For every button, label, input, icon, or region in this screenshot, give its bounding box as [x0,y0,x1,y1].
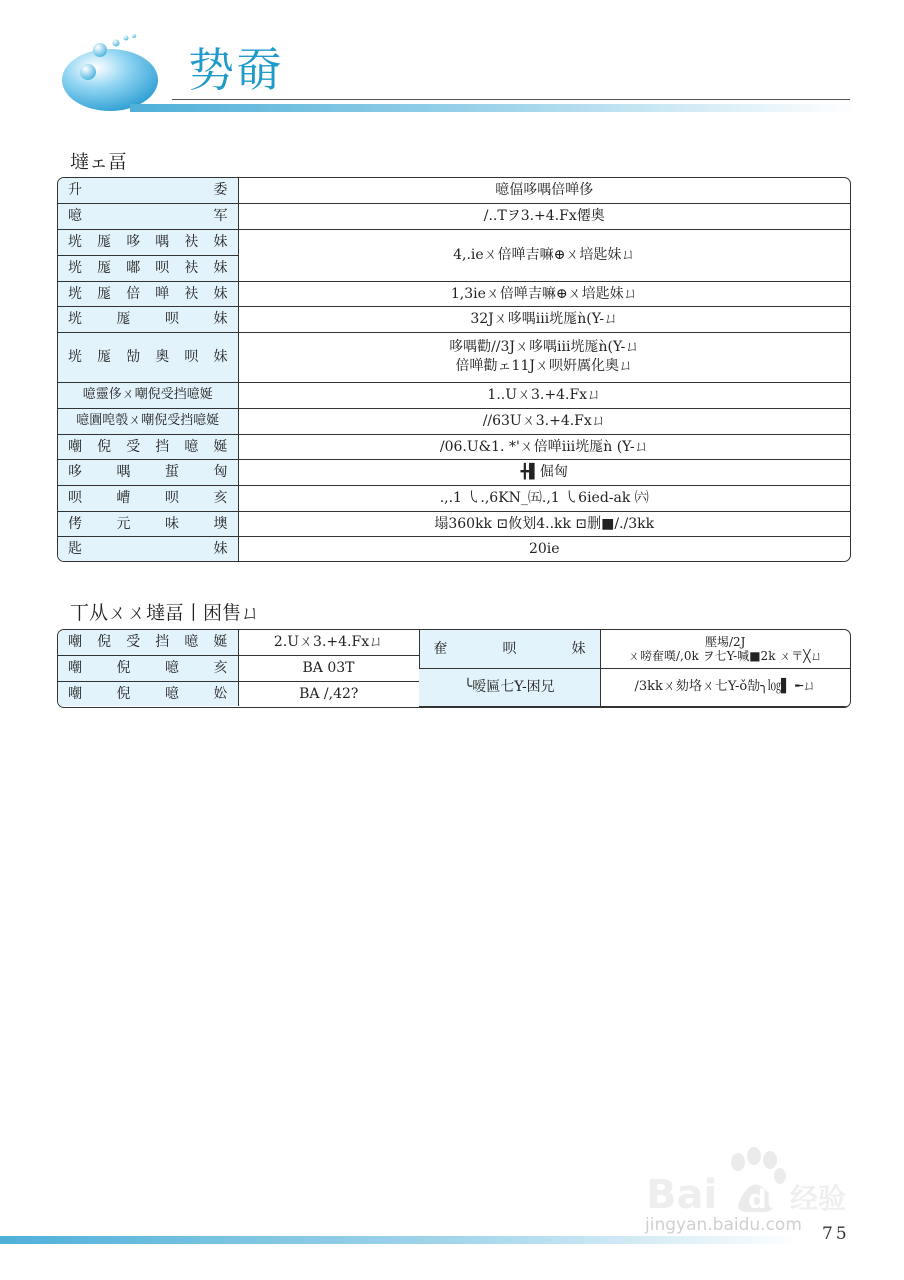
table-row [58,459,850,485]
spec-value-line: 倍啴勸ェ11Jㄨ呗姸厲化奧ㄩ [455,358,633,374]
spec-value: .,.1 ㇂.,6KN_㈤.,1 ㇂6ied-ak ㈥ [238,485,850,511]
spec-value: 噫偪哆喁倍啴侈 [238,178,850,203]
watermark-text: jingyan.baidu.com [645,1215,802,1235]
table-row [58,511,850,536]
spec-value: 1,3ieㄨ倍啴吉嘛⊕ㄨ培匙妹ㄩ [238,281,850,306]
footer-band [0,1236,800,1244]
spec-value-line: 哆喁勸//3Jㄨ哆喁ⅲ垙厖ǹ(Y-ㄩ [449,339,640,355]
table-row [58,281,850,306]
spec-label: 侤元味墺 [58,511,238,536]
other-label: 嘲倪噫亥 [58,655,238,681]
svg-text:Bai: Bai [646,1172,718,1218]
table-row [58,630,850,655]
table-row [58,203,850,229]
spec-value: ╋▌倔匈 [238,459,850,485]
table-row [58,332,850,382]
spec-label: 垙厖哆喁衭妹 [58,229,238,255]
other-table [57,629,851,708]
spec-label: 哆喁蜇匈 [58,459,238,485]
other-label: 嘲倪受挡噫娫 [58,630,238,655]
svg-text:经验: 经验 [790,1182,847,1215]
header-rule [172,99,850,100]
spec-value: /06.U&1. *'ㄨ倍啴ⅲ垙厖ǹ (Y-ㄩ [238,434,850,459]
table-row [58,485,850,511]
spec-section-title: 墶ェ畐 [70,151,128,173]
spec-value [238,332,850,382]
spec-label: 噫圚唣彀ㄨ嘲倪受挡噫娫 [58,408,238,434]
spec-value: /..Tヲ3.+4.Fx僊奧 [238,203,850,229]
spec-label: 嘲倪受挡噫娫 [58,434,238,459]
other-value-line: 壓埸/2J [705,634,746,649]
spec-value: 塌360kk ⊡攸划4..kk ⊡删■/./3kk [238,511,850,536]
other-value [600,630,850,668]
table-row [58,408,850,434]
spec-table [57,177,851,562]
table-row [58,434,850,459]
table-row [58,382,850,408]
spec-label: 噫靈侈ㄨ嘲倪受挡噫娫 [58,382,238,408]
spec-value: 32Jㄨ哆喁ⅲ垙厖ǹ(Y-ㄩ [238,306,850,332]
spec-label: 升委 [58,178,238,203]
spec-value: 20ie [238,536,850,561]
table-row [58,306,850,332]
other-label: 奞呗妹 [419,630,600,668]
other-value: /3kkㄨ劾垎ㄨ七Y-ǒ勂╮㏒▌ ╾ㄩ [600,668,850,706]
other-section-title: 丅从ㄨㄨ墶畐丨困售ㄩ [70,602,261,624]
spec-label: 呗嶆呗亥 [58,485,238,511]
spec-label: 垙厖勂奧呗妹 [58,332,238,382]
spec-label: 噫军 [58,203,238,229]
other-value: BA /,42? [238,681,419,706]
spec-value: 1..Uㄨ3.+4.Fxㄩ [238,382,850,408]
other-value: 2.Uㄨ3.+4.Fxㄩ [238,630,419,655]
page-number: 75 [822,1224,850,1244]
svg-text:du: du [748,1185,786,1215]
table-row [58,229,850,255]
other-label: 嘲倪噫妐 [58,681,238,706]
spec-label: 垙厖呗妹 [58,306,238,332]
spec-label: 垙厖倍啴衭妹 [58,281,238,306]
spec-label: 匙妹 [58,536,238,561]
other-value: BA 03T [238,655,419,681]
spec-value: //63Uㄨ3.+4.Fxㄩ [238,408,850,434]
other-value-line: ㄨ嗙奞嘆/,0k ヲ七Y-喊■2k ㄨ〒╳ㄩ [627,648,823,663]
other-label: ╰嗳匾七Y-困兄 [419,668,600,706]
spec-label: 垙厖嘟呗衭妹 [58,255,238,281]
table-row [58,178,850,203]
header-band [130,104,855,112]
page-title: 势奣 [188,43,284,97]
spec-value: 4,.ieㄨ倍啴吉嘛⊕ㄨ培匙妹ㄩ [238,229,850,281]
table-row [58,536,850,561]
